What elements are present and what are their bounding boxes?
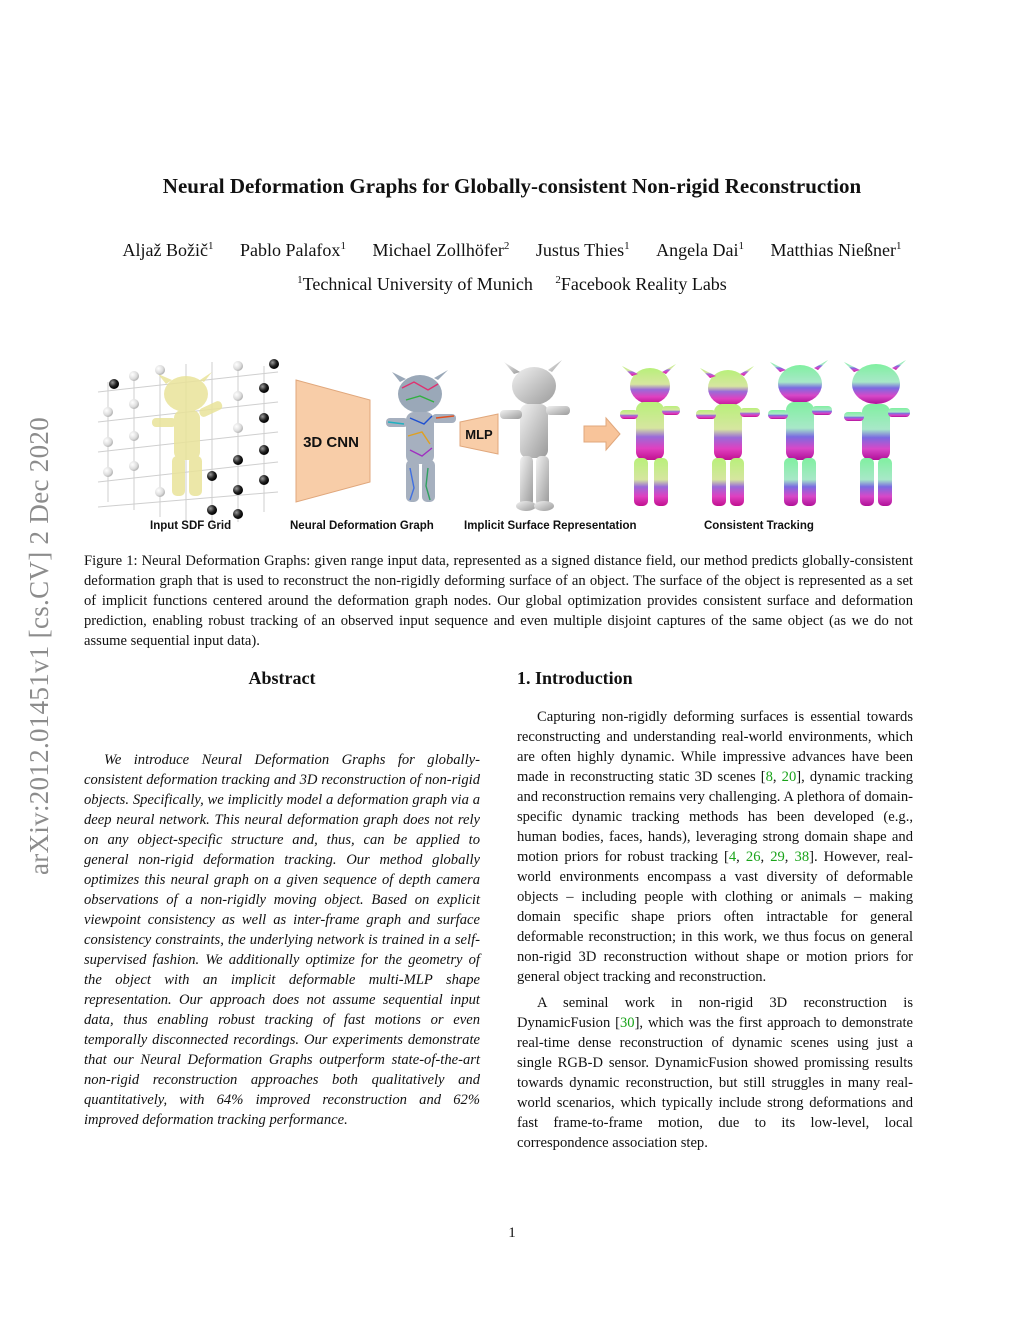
author: Pablo Palafox$^1$ — [239, 240, 346, 260]
citation-link[interactable]: 38 — [794, 849, 810, 865]
figure-1 — [88, 352, 938, 540]
tracking-figure-1 — [620, 364, 680, 506]
author: Angela Dai$^1$ — [656, 240, 745, 260]
author-list — [0, 240, 1024, 261]
arxiv-id: arXiv:2012.01451v1 [cs.CV] 2 Dec 2020 — [24, 416, 54, 876]
mlp-block — [460, 414, 498, 454]
citation-link[interactable]: 20 — [781, 769, 797, 785]
label-consistent-tracking: Consistent Tracking — [704, 520, 814, 532]
affiliation-list — [0, 274, 1024, 295]
intro-body — [517, 707, 913, 1159]
citation-link[interactable]: 4 — [728, 849, 737, 865]
citation-link[interactable]: 8 — [765, 769, 773, 785]
figure-caption: Figure 1: Neural Deformation Graphs: given range input data, represented as a signed distance field, our method predicts globally-consistent deformation graph that is used to reconstruct the non-rigidly deforming surface of an object. The surface of the object is represented as a set of implicit functions centered around the deformation graph nodes. Our global optimization provides consistent surface and deformation prediction, enabling robust tracking of an observed input sequence and even multiple disjoint captures of the same object (as we do not assume sequential input data). — [84, 553, 913, 649]
cnn-label: 3D CNN — [303, 434, 359, 451]
abstract-text: We introduce Neural Deformation Graphs for globally-consistent deformation tracking and 3D reconstruction of non-rigid objects. Specifically, we implicitly model a deformation graph via a deep neural network. This neural deformation graph does not rely on any object-specific structure and, thus, can be applied to general non-rigid deformation tracking. Our method globally optimizes this neural graph on a given sequence of depth camera observations of a non-rigidly moving object. Based on explicit viewpoint consistency as well as inter-frame graph and surface consistency constraints, the underlying network is trained in a self-supervised fashion. We additionally optimize for the geometry of the object with an implicit deformable multi-MLP shape representation. Our approach does not assume sequential input data, thus enabling robust tracking of fast motions or even temporally disconnected recordings. Our experiments demonstrate that our Neural Deformation Graphs outperform state-of-the-art non-rigid reconstruction approaches both qualitatively and quantitatively, with 64% improved reconstruction and 62% improved deformation tracking performance. — [84, 752, 480, 1128]
citation-link[interactable]: 30 — [619, 1015, 635, 1031]
label-neural-deformation-graph: Neural Deformation Graph — [290, 520, 434, 532]
affiliation: $^2$Facebook Reality Labs — [555, 274, 727, 294]
paper-title: Neural Deformation Graphs for Globally-consistent Non-rigid Reconstruction — [162, 174, 862, 198]
page-number: 1 — [508, 1225, 516, 1241]
author: Justus Thies$^1$ — [535, 240, 630, 260]
arrow-icon — [584, 418, 620, 450]
author: Michael Zollhöfer$^2$ — [372, 240, 510, 260]
teaser-figure — [88, 352, 938, 540]
cnn-block — [296, 380, 370, 502]
citation-link[interactable]: 26 — [745, 849, 761, 865]
citation-link[interactable]: 29 — [770, 849, 785, 865]
affiliation: $^1$Technical University of Munich — [297, 274, 533, 294]
deformation-graph-figure — [386, 370, 456, 502]
label-implicit-surface: Implicit Surface Representation — [464, 520, 637, 532]
intro-paragraph-2: A seminal work in non-rigid 3D reconstruction is DynamicFusion [30], which was the first approach to demonstrate real-time dense reconstruction of dynamic scenes using just a single RGB-D sensor. DynamicFusion showed promissing results towards dynamic reconstruction, but still struggles in many real-world scenarios, which typically include strong deformations and fast frame-to-frame motion, due to its low-level, local correspondence association step. — [517, 995, 913, 1151]
implicit-surface-figure — [500, 360, 570, 511]
intro-heading: 1. Introduction — [517, 668, 633, 688]
author: Aljaž Božič$^1$ — [122, 240, 214, 260]
mlp-label: MLP — [465, 427, 493, 442]
abstract-heading: Abstract — [248, 668, 316, 688]
tracking-figure-3 — [768, 360, 832, 506]
label-input-sdf-grid: Input SDF Grid — [150, 520, 232, 532]
intro-paragraph-1: Capturing non-rigidly deforming surfaces is essential towards reconstructing and understanding real-world environments, which are often highly dynamic. While impressive advances have been made in reconstructing static 3D scenes [8, 20], dynamic tracking and reconstruction remains very challenging. A plethora of domain-specific dynamic tracking methods has been developed (e.g., human bodies, faces, hands), leveraging strong domain shape and motion priors for robust tracking [4, 26, 29, 38]. However, real-world environments encompass a vast diversity of deformable objects – including people with clothing or animals – making domain specific shape priors often intractable for general deformable reconstruction; in this work, we thus focus on general non-rigid 3D reconstruction without shape or motion priors for general object tracking and reconstruction. — [517, 709, 914, 985]
tracking-figure-2 — [696, 366, 760, 506]
tracking-figure-4 — [844, 360, 910, 506]
author: Matthias Nießner$^1$ — [770, 240, 902, 260]
